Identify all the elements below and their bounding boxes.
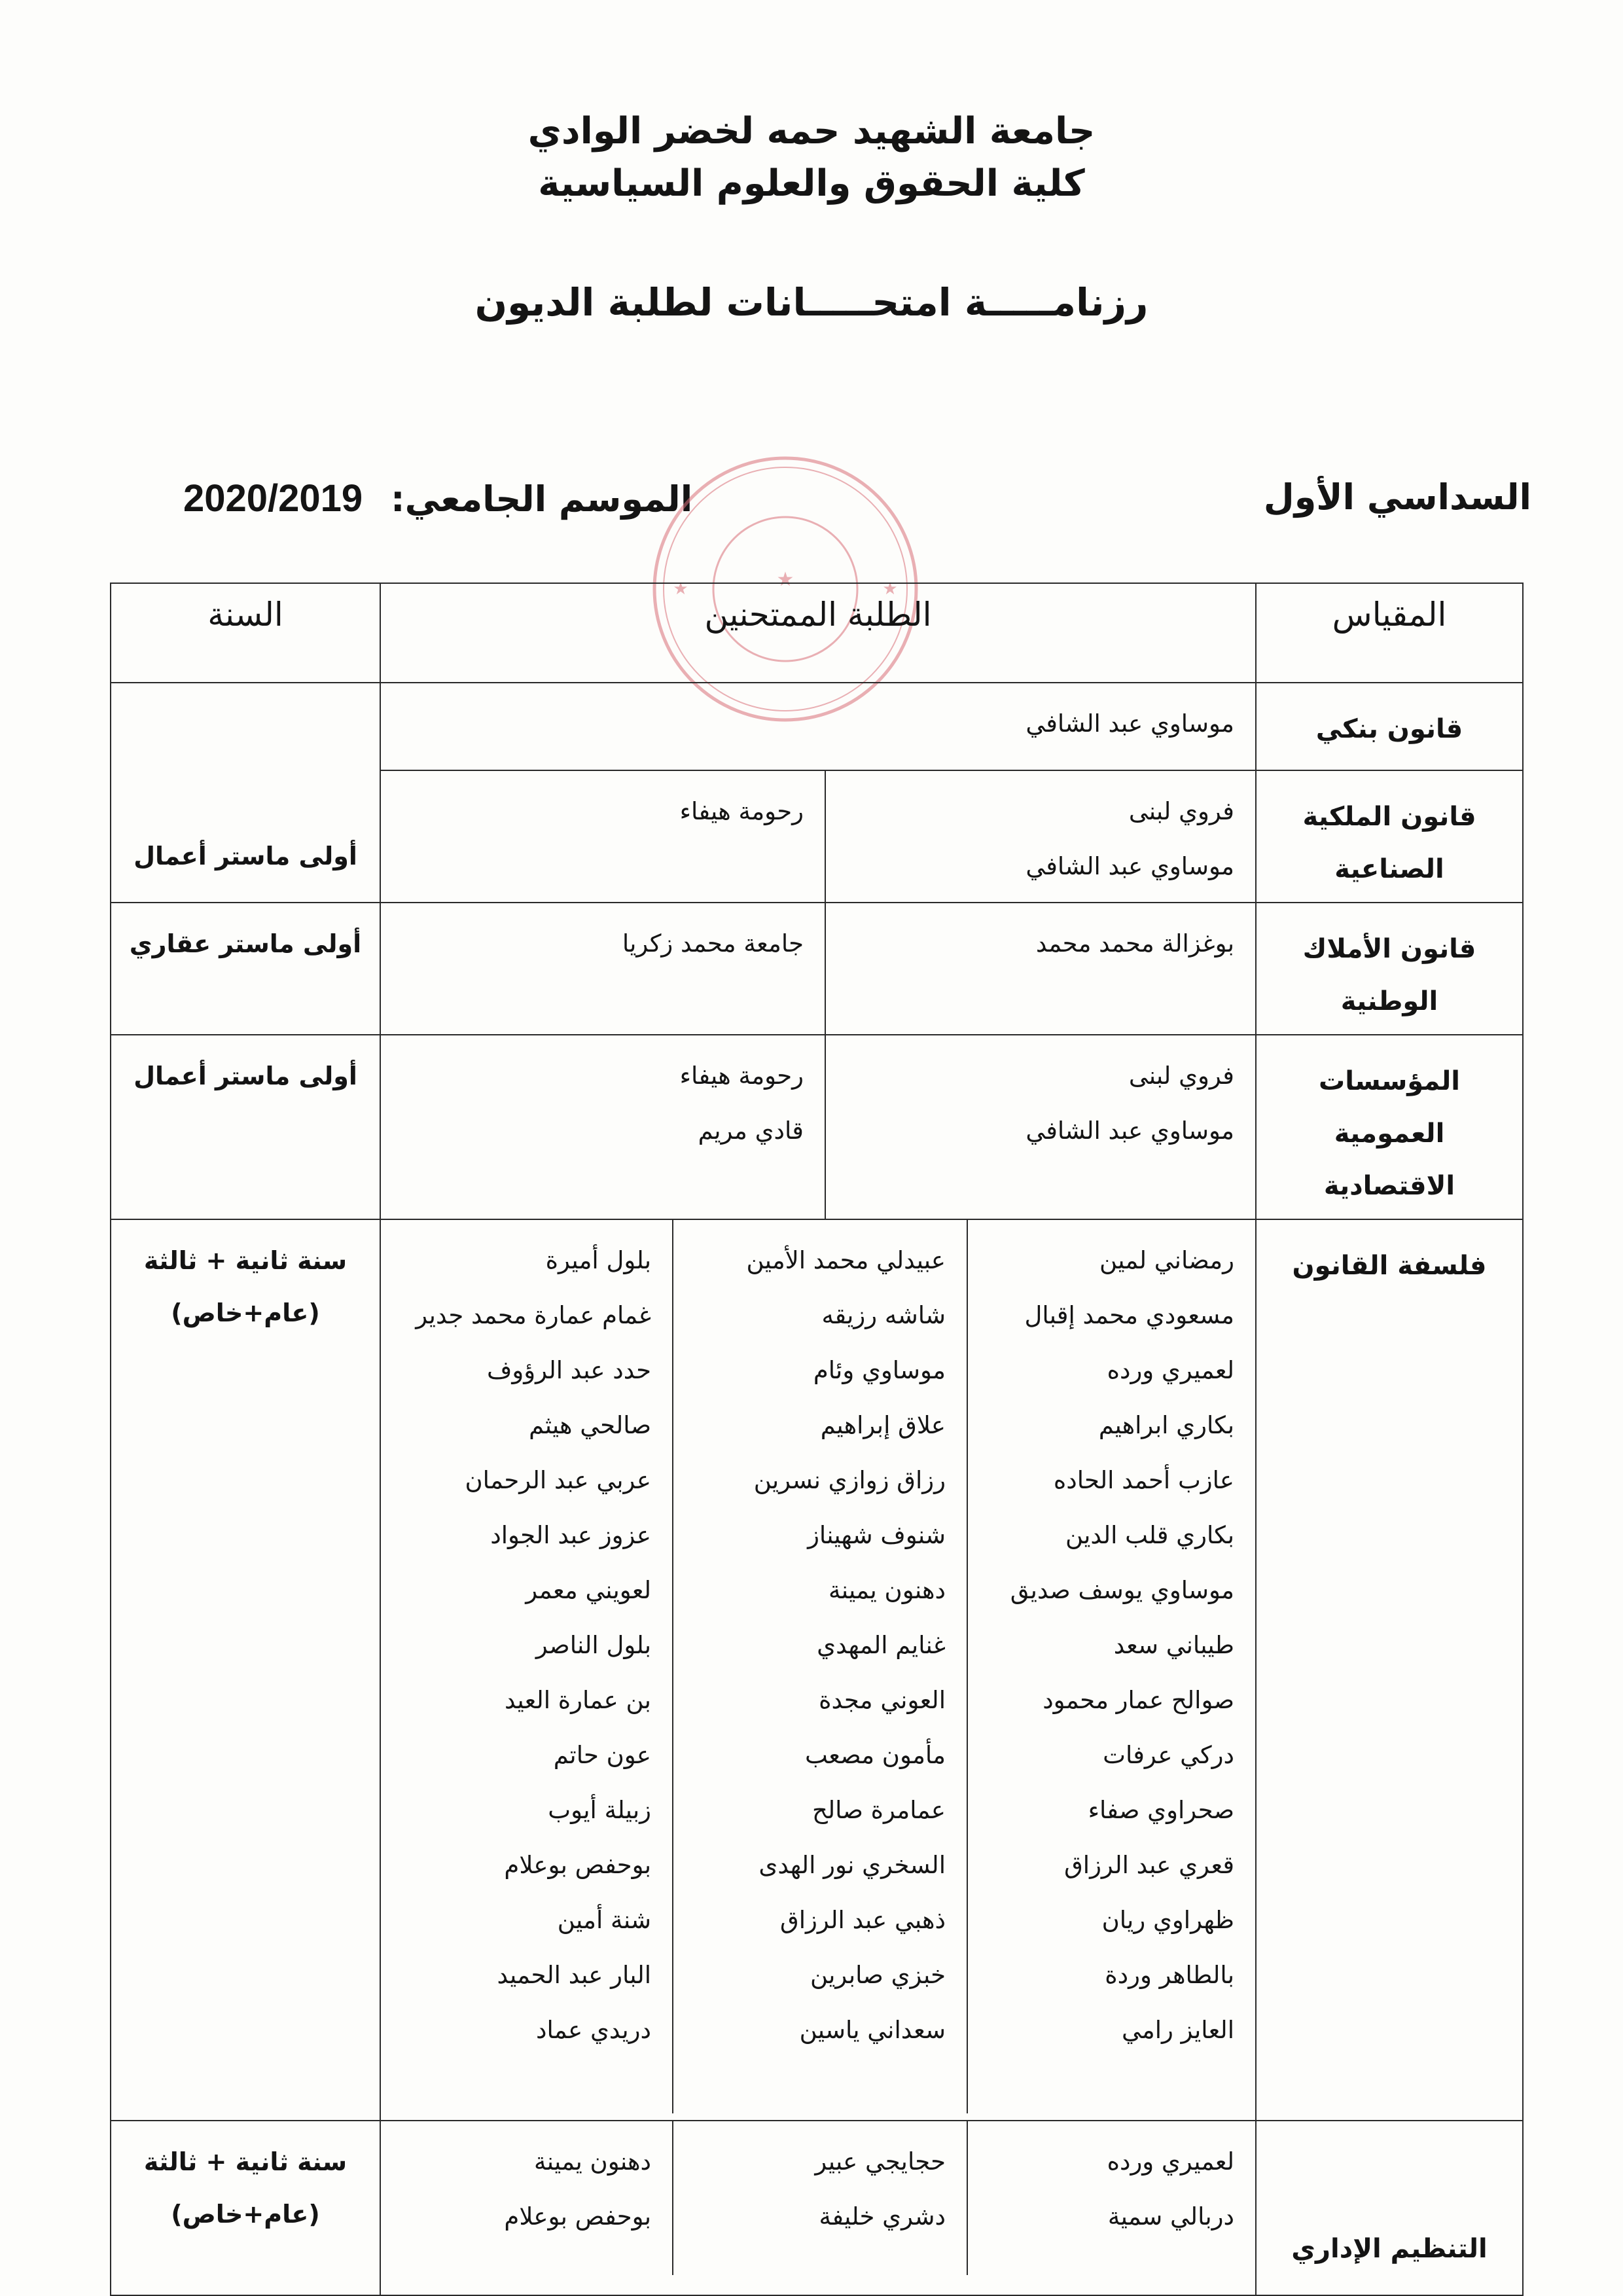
student-name: شنة أمين	[557, 1906, 651, 1934]
students-philosophy-col2	[673, 1220, 967, 2113]
student-name: حجايجي عبير	[815, 2147, 946, 2176]
students-philosophy-col3	[381, 1220, 673, 2113]
season-label: الموسم الجامعي:	[390, 478, 693, 520]
student-name: موساوي عبد الشافي	[1026, 852, 1234, 880]
student-name: العايز رامي	[1122, 2016, 1234, 2044]
year-line: (عام+خاص)	[171, 2200, 320, 2229]
student-name: موساوي عبد الشافي	[1026, 1117, 1234, 1145]
student-name: حدد عبد الرؤوف	[486, 1356, 651, 1384]
student-name: بكاري ابراهيم	[1098, 1411, 1234, 1439]
year-master1-business: أولى ماستر أعمال	[111, 1035, 380, 1219]
module-line: الاقتصادية	[1323, 1171, 1455, 1201]
header-module: المقياس	[1256, 583, 1523, 683]
students-domain-col2	[380, 903, 825, 1035]
student-name: مسعودي محمد إقبال	[1024, 1301, 1234, 1329]
student-name: السخري نور الهدى	[758, 1851, 946, 1879]
header-students: الطلبة الممتحنين	[380, 583, 1256, 683]
student-name: رمضاني لمين	[1099, 1246, 1234, 1274]
student-name: بالطاهر وردة	[1105, 1961, 1234, 1989]
students-public-col1	[825, 1035, 1256, 1219]
student-name: البار عبد الحميد	[497, 1961, 651, 1989]
student-name: صوالح عمار محمود	[1043, 1686, 1234, 1714]
students-ip-col1	[825, 770, 1256, 903]
module-line: المؤسسات العمومية	[1319, 1066, 1460, 1149]
year-master1-realestate: أولى ماستر عقاري	[111, 903, 380, 1035]
student-name: غمام عمارة محمد جدير	[416, 1301, 651, 1329]
student-name: فروي لبنى	[1128, 797, 1234, 825]
student-name: صالحي هيثم	[529, 1411, 651, 1439]
student-name: جامعة محمد زكريا	[622, 929, 804, 958]
student-name: بكاري قلب الدين	[1065, 1521, 1234, 1549]
students-ip-col2	[380, 770, 825, 903]
student-name: عبيدلي محمد الأمين	[746, 1246, 946, 1274]
exam-schedule-table	[110, 583, 1524, 2296]
students-admin-col2	[673, 2121, 967, 2275]
student-name: زبيلة أيوب	[548, 1796, 651, 1824]
module-administrative-organization: التنظيم الإداري	[1256, 2121, 1523, 2295]
student-name: موساوي وئام	[813, 1356, 946, 1384]
student-name: دريدي عماد	[535, 2016, 651, 2044]
students-bank-law	[380, 683, 1256, 770]
student-name: بلول الناصر	[535, 1631, 651, 1659]
student-name: عربي عبد الرحمان	[465, 1466, 651, 1494]
students-public-col2	[380, 1035, 825, 1219]
table-row	[111, 1219, 1523, 2121]
student-name: عمامرة صالح	[812, 1796, 946, 1824]
student-name: دشري خليفة	[819, 2202, 946, 2231]
student-name: بوحفص بوعلام	[504, 2202, 651, 2231]
header-year: السنة	[111, 583, 380, 683]
student-name: لعميري ورده	[1107, 1356, 1234, 1384]
student-name: موساوي يوسف صديق	[1010, 1576, 1234, 1604]
student-name: دركي عرفات	[1103, 1741, 1234, 1769]
module-bank-law: قانون بنكي	[1256, 683, 1523, 770]
student-name: عون حاتم	[553, 1741, 651, 1769]
student-name: بوحفص بوعلام	[504, 1851, 651, 1879]
student-name: دربالي سمية	[1107, 2202, 1234, 2231]
table-row	[111, 683, 1523, 770]
document-title: رزنامـــــة امتحـــــانات لطلبة الديون	[474, 280, 1149, 325]
student-name: موساوي عبد الشافي	[1026, 709, 1234, 738]
year-line: سنة ثانية + ثالثة	[143, 2147, 348, 2176]
table-row	[111, 1035, 1523, 1219]
students-admin	[380, 2121, 1256, 2295]
students-admin-col3	[381, 2121, 673, 2275]
academic-season	[183, 476, 692, 520]
student-name: دهنون يمينة	[533, 2147, 651, 2176]
student-name: سعداني ياسين	[799, 2016, 946, 2044]
svg-text:★: ★	[882, 579, 898, 599]
module-national-domain: قانون الأملاك الوطنية	[1256, 903, 1523, 1035]
season-value: 2020/2019	[183, 477, 363, 520]
module-philosophy-of-law: فلسفة القانون	[1256, 1219, 1523, 2121]
year-line: سنة ثانية + ثالثة	[143, 1246, 348, 1275]
student-name: قادي مريم	[698, 1117, 804, 1145]
student-name: مأمون مصعب	[804, 1741, 946, 1769]
table-row	[111, 2121, 1523, 2295]
year-second-third	[111, 2121, 380, 2295]
svg-text:★: ★	[776, 568, 794, 591]
student-name: فروي لبنى	[1128, 1062, 1234, 1090]
student-name: عزوز عبد الجواد	[490, 1521, 651, 1549]
student-name: صحراوي صفاء	[1088, 1796, 1234, 1824]
module-industrial-property: قانون الملكية الصناعية	[1256, 770, 1523, 903]
student-name: خبزي صابرين	[810, 1961, 946, 1989]
year-line: (عام+خاص)	[171, 1299, 320, 1327]
student-name: رزاق زوازي نسرين	[753, 1466, 946, 1494]
student-name: رحومة هيفاء	[679, 1062, 804, 1090]
students-domain-col1	[825, 903, 1256, 1035]
student-name: العوني مجدة	[819, 1686, 946, 1714]
students-admin-col1	[967, 2121, 1255, 2275]
students-philosophy	[380, 1219, 1256, 2121]
table-row	[111, 903, 1523, 1035]
student-name: شاشه رزيقه	[821, 1301, 946, 1329]
student-name: عازب أحمد الحاده	[1053, 1466, 1234, 1494]
student-name: دهنون يمينة	[828, 1576, 946, 1604]
student-name: بوغزالة محمد محمد	[1035, 929, 1234, 958]
student-name: شنوف شهيناز	[808, 1521, 946, 1549]
year-master1-business: أولى ماستر أعمال	[111, 683, 380, 903]
student-name: رحومة هيفاء	[679, 797, 804, 825]
student-name: طيباني سعد	[1113, 1631, 1234, 1659]
student-name: ظهراوي ريان	[1101, 1906, 1234, 1934]
year-second-third	[111, 1219, 380, 2121]
student-name: غنايم المهدي	[817, 1631, 946, 1659]
student-name: بلول أميرة	[545, 1246, 651, 1274]
student-name: لعميري ورده	[1107, 2147, 1234, 2176]
student-name: لعويني معمر	[526, 1576, 651, 1604]
student-name: بن عمارة العيد	[505, 1686, 651, 1714]
university-name: جامعة الشهيد حمه لخضر الوادي	[527, 110, 1096, 152]
module-public-enterprises	[1256, 1035, 1523, 1219]
semester-label: السداسي الأول	[1263, 476, 1531, 518]
table-header-row	[111, 583, 1523, 683]
svg-text:★: ★	[673, 579, 688, 599]
students-philosophy-col1	[967, 1220, 1255, 2113]
faculty-name: كلية الحقوق والعلوم السياسية	[538, 162, 1085, 205]
student-name: ذهبي عبد الرزاق	[779, 1906, 946, 1934]
student-name: علاق إبراهيم	[820, 1411, 946, 1439]
student-name: قعري عبد الرزاق	[1064, 1851, 1234, 1879]
